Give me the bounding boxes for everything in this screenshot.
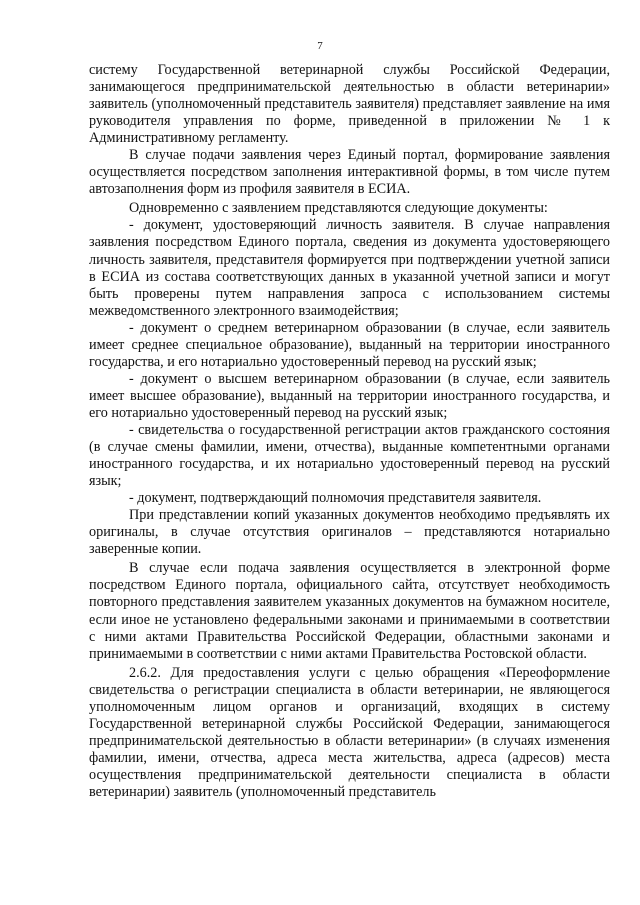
paragraph-originals: При представлении копий указанных документов необходимо предъявлять их оригиналы, в случае отсутствия оригиналов – представляются нотариально заверенные копии. <box>89 507 610 558</box>
list-item-representative-authority: - документ, подтверждающий полномочия представителя заявителя. <box>129 490 542 507</box>
list-item-identity-document: - документ, удостоверяющий личность заявителя. В случае направления заявления посредством Единого портала, сведения из документа удостоверяющего личность заявителя, представителя формируется при подтверждении учетной записи в ЕСИА из состава соответствующих данных в указанной учетной записи и могут быть проверены путем направления запроса с использованием системы межведомственного электронного взаимодействия; <box>89 217 610 319</box>
document-body <box>89 62 610 801</box>
list-item-civil-status-certificates: - свидетельства о государственной регистрации актов гражданского состояния (в случае смены фамилии, имени, отчества), выданные компетентными органами иностранного государства, и их нотариально удостоверенный перевод на русский язык; <box>89 421 610 490</box>
page-number: 7 <box>317 40 323 52</box>
paragraph-electronic-submission: В случае если подача заявления осуществляется в электронной форме посредством Единого портала, официального сайта, отсутствует необходимость повторного представления заявителем указанных документов на бумажном носителе, если иное не установлено федеральными законами и принимаемыми в соответствии с ними актами Правительства Российской Федерации, областными законами и принимаемыми в соответствии с ними актами Правительства Ростовской области. <box>89 560 610 662</box>
list-item-higher-education: - документ о высшем ветеринарном образовании (в случае, если заявитель имеет высшее образование), выданный на территории иностранного государства, и его нотариально удостоверенный перевод на русский язык; <box>89 370 610 421</box>
paragraph-section-2-6-2: 2.6.2. Для предоставления услуги с целью обращения «Переоформление свидетельства о регистрации специалиста в области ветеринарии, не являющегося уполномоченным лицом органов и организаций, входящих в систему Государственной ветеринарной службы Российской Федерации, занимающегося предпринимательской деятельностью в области ветеринарии» (в случаях изменения фамилии, имени, отчества, адреса места жительства, адреса (адресов) места осуществления предпринимательской деятельности специалиста в области ветеринарии) заявитель (уполномоченный представитель <box>89 664 610 800</box>
paragraph-single-portal: В случае подачи заявления через Единый портал, формирование заявления осуществляется посредством заполнения интерактивной формы, в том числе путем автозаполнения форм из профиля заявителя в ЕСИА. <box>89 147 610 198</box>
paragraph-continuation: систему Государственной ветеринарной службы Российской Федерации, занимающегося предпринимательской деятельностью в области ветеринарии» заявитель (уполномоченный представитель заявителя) представляет заявление на имя руководителя управления по форме, приведенной в приложении № 1 к Административному регламенту. <box>89 62 610 147</box>
list-item-secondary-education: - документ о среднем ветеринарном образовании (в случае, если заявитель имеет среднее специальное образование), выданный на территории иностранного государства, и его нотариально удостоверенный перевод на русский язык; <box>89 319 610 370</box>
paragraph-documents-intro: Одновременно с заявлением представляются следующие документы: <box>129 200 548 217</box>
